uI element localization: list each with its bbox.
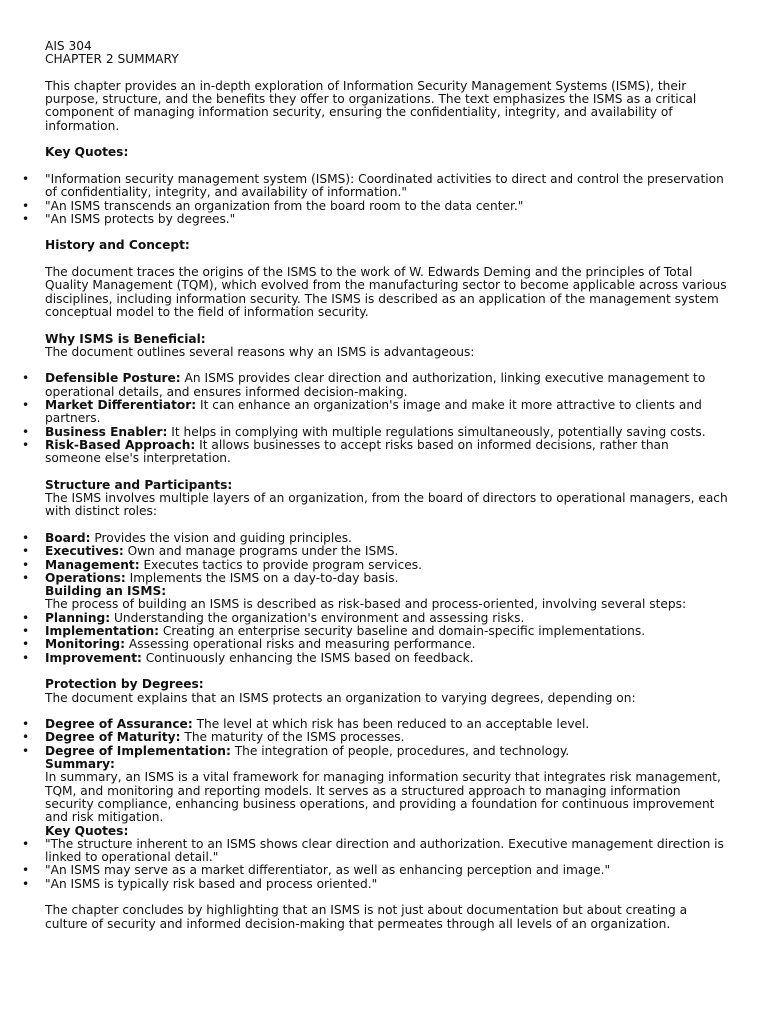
history-paragraph: The document traces the origins of the ISMS to the work of W. Edwards Deming and the principles of Total Quality Management (TQM), which evolved from the manufacturing sector to become applicable across various disciplines, including information security. The ISMS is described as an application of the management system conceptual model to the field of information security. xyxy=(45,265,727,319)
term: Defensible Posture: xyxy=(45,371,181,386)
term: Operations: xyxy=(45,570,126,585)
description: Understanding the organization's environment and assessing risks. xyxy=(110,610,525,625)
list-item: • "An ISMS transcends an organization from the board room to the data center." xyxy=(45,200,728,213)
term: Degree of Implementation: xyxy=(45,743,231,758)
description: It allows businesses to accept risks based on informed decisions, rather than someone else's interpretation. xyxy=(45,437,669,466)
list-item xyxy=(45,638,728,651)
list-item: • "An ISMS protects by degrees." xyxy=(45,213,728,226)
list-item xyxy=(45,572,728,585)
intro-paragraph: This chapter provides an in-depth exploration of Information Security Management Systems (ISMS), their purpose, structure, and the benefits they offer to organizations. The text emphasizes the ISMS as a critical component of managing information security, ensuring the confidentiality, integrity, and availability of information. xyxy=(45,78,697,133)
building-paragraph: The process of building an ISMS is described as risk-based and process-oriented, involving several steps: xyxy=(45,597,687,612)
description: Continuously enhancing the ISMS based on feedback. xyxy=(141,650,474,665)
key-quotes-heading-2: Key Quotes: xyxy=(45,823,129,838)
protection-paragraph: The document explains that an ISMS protects an organization to varying degrees, depending on: xyxy=(45,690,636,705)
description: The maturity of the ISMS processes. xyxy=(180,730,405,745)
list-item xyxy=(45,372,728,399)
why-paragraph: The document outlines several reasons why an ISMS is advantageous: xyxy=(45,344,475,359)
term: Improvement: xyxy=(45,650,142,665)
list-item: • "An ISMS is typically risk based and process oriented." xyxy=(45,878,728,891)
description: It can enhance an organization's image and make it more attractive to clients and partners. xyxy=(45,398,702,426)
description: Own and manage programs under the ISMS. xyxy=(123,544,399,559)
term: Management: xyxy=(45,557,140,572)
term: Degree of Assurance: xyxy=(45,717,193,732)
term: Implementation: xyxy=(45,624,160,639)
building-heading: Building an ISMS: xyxy=(45,584,167,599)
list-item xyxy=(45,559,728,572)
structure-list xyxy=(0,532,768,585)
term: Executives: xyxy=(45,544,124,559)
summary-heading: Summary: xyxy=(45,757,115,772)
term: Planning: xyxy=(45,610,111,625)
list-item: • "The structure inherent to an ISMS shows clear direction and authorization. Executive management direction is linked to operational detail." xyxy=(45,838,728,865)
why-list xyxy=(0,372,768,465)
description: The integration of people, procedures, and technology. xyxy=(230,743,570,758)
description: Assessing operational risks and measuring performance. xyxy=(125,637,476,652)
term: Market Differentiator: xyxy=(45,398,197,413)
list-item xyxy=(45,745,728,758)
term: Risk-Based Approach: xyxy=(45,437,196,452)
why-heading: Why ISMS is Beneficial: xyxy=(45,331,206,346)
summary-paragraph: In summary, an ISMS is a vital framework for managing information security that integrates risk management, TQM, and monitoring and reporting models. It serves as a structured approach to managing information security compliance, enhancing business operations, and providing a foundation for continuous improvement and risk mitigation. xyxy=(45,770,721,825)
building-list xyxy=(0,612,768,665)
description: Executes tactics to provide program services. xyxy=(139,557,422,572)
structure-heading: Structure and Participants: xyxy=(45,477,233,492)
description: Provides the vision and guiding principles. xyxy=(90,530,352,545)
list-item xyxy=(45,625,728,638)
description: An ISMS provides clear direction and authorization, linking executive management to operational details, and ensures informed decision-making. xyxy=(45,371,706,399)
list-item xyxy=(45,399,728,426)
description: It helps in complying with multiple regulations simultaneously, potentially saving costs. xyxy=(167,424,706,439)
document-title: CHAPTER 2 SUMMARY xyxy=(45,52,179,67)
list-item: • "An ISMS may serve as a market differentiator, as well as enhancing perception and image." xyxy=(45,864,728,877)
course-code: AIS 304 xyxy=(45,39,92,53)
conclusion-paragraph: The chapter concludes by highlighting that an ISMS is not just about documentation but about creating a culture of security and informed decision-making that permeates through all levels of an organization. xyxy=(45,903,688,931)
term: Board: xyxy=(45,530,91,545)
list-item xyxy=(45,612,728,625)
description: Implements the ISMS on a day-to-day basis. xyxy=(125,570,399,585)
term: Degree of Maturity: xyxy=(45,730,181,745)
protection-list xyxy=(0,718,768,758)
list-item: • "Information security management system (ISMS): Coordinated activities to direct and control the preservation of confidentiality, integrity, and availability of information." xyxy=(45,173,728,200)
protection-heading: Protection by Degrees: xyxy=(45,677,204,692)
term: Business Enabler: xyxy=(45,424,168,439)
list-item xyxy=(45,718,728,731)
structure-paragraph: The ISMS involves multiple layers of an organization, from the board of directors to operational managers, each with distinct roles: xyxy=(45,491,728,519)
list-item xyxy=(45,439,728,466)
description: Creating an enterprise security baseline and domain-specific implementations. xyxy=(159,624,646,639)
key-quotes-list-2 xyxy=(0,838,768,891)
list-item xyxy=(45,545,728,558)
list-item xyxy=(45,652,728,665)
term: Monitoring: xyxy=(45,637,126,652)
key-quotes-list xyxy=(0,173,768,226)
list-item xyxy=(45,532,728,545)
key-quotes-heading: Key Quotes: xyxy=(45,145,129,160)
list-item xyxy=(45,426,728,439)
history-heading: History and Concept: xyxy=(45,238,190,253)
list-item xyxy=(45,731,728,744)
description: The level at which risk has been reduced to an acceptable level. xyxy=(192,717,590,732)
